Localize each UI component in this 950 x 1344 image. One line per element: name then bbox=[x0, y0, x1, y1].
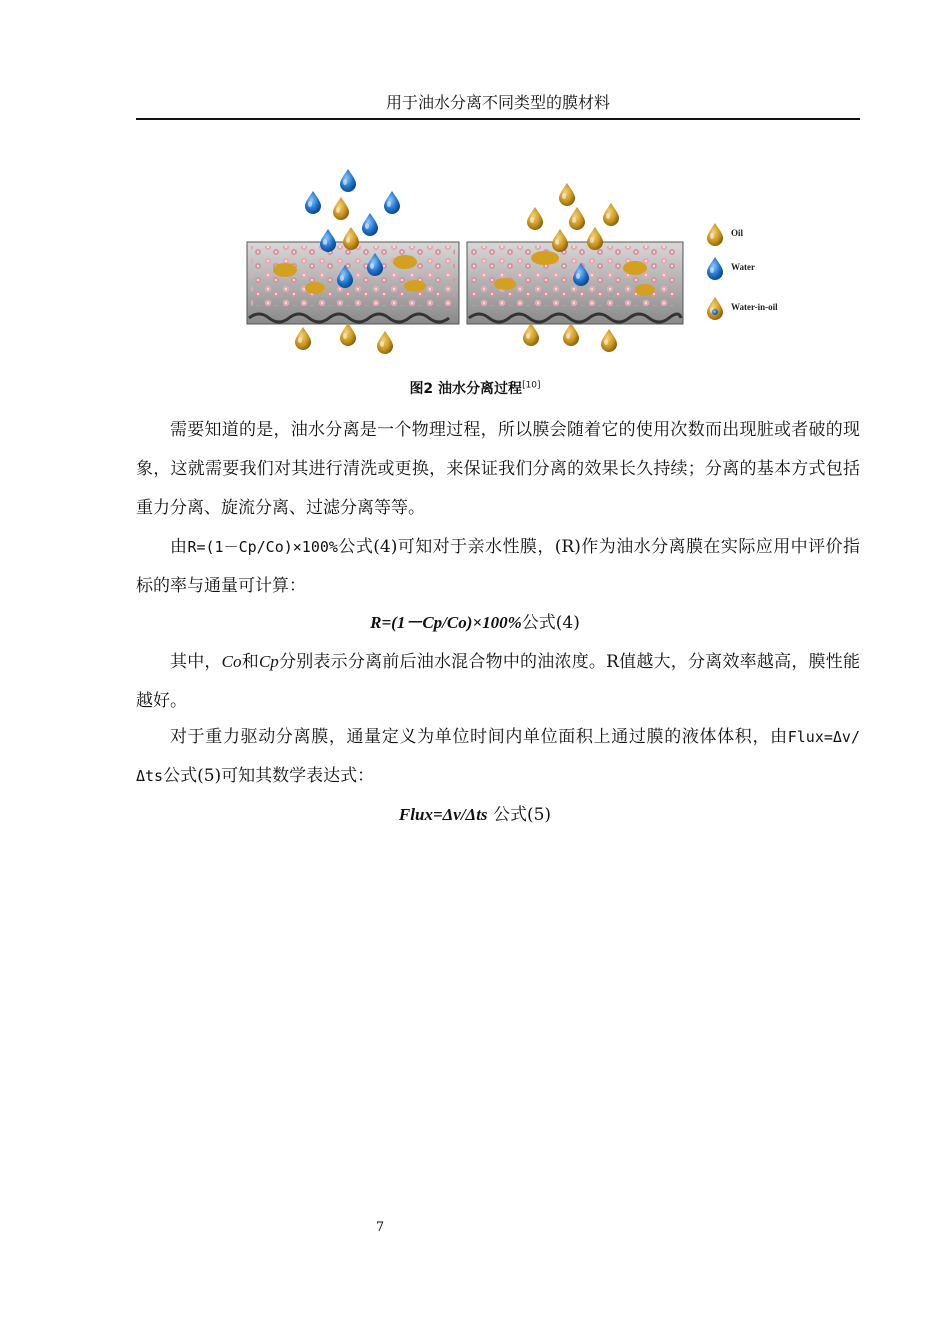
inline-formula-r: R=(1－Cp/Co)×100% bbox=[187, 538, 338, 556]
figure-caption bbox=[0, 378, 950, 398]
symbol-cp: Cp bbox=[258, 652, 279, 671]
figure-illustration bbox=[245, 158, 805, 358]
legend-water-label: Water bbox=[731, 262, 755, 272]
formula-5 bbox=[0, 795, 950, 835]
paragraph-2-lead: 由 bbox=[170, 537, 188, 557]
caption-text: 图2 油水分离过程 bbox=[409, 381, 523, 397]
paragraph-3-conj: 和 bbox=[241, 652, 259, 672]
page-number: 7 bbox=[375, 1220, 385, 1235]
paragraph-4-lead: 对于重力驱动分离膜，通量定义为单位时间内单位面积上通过膜的液体体积，由 bbox=[170, 727, 788, 747]
paragraph-1: 需要知道的是，油水分离是一个物理过程，所以膜会随着它的使用次数而出现脏或者破的现象，这就需要我们对其进行清洗或更换，来保证我们分离的效果长久持续；分离的基本方式包括重力分离、旋流分离、过滤分离等等。 bbox=[136, 420, 860, 518]
left-drops-below bbox=[295, 323, 393, 354]
left-membrane bbox=[247, 242, 459, 324]
paragraph-2 bbox=[136, 528, 860, 606]
formula-4-equation: R=(1－Cp/Co)×100% bbox=[370, 613, 522, 632]
paragraph-3 bbox=[136, 642, 860, 721]
water-in-oil-drop-icon bbox=[707, 297, 723, 320]
figure-legend bbox=[707, 223, 778, 320]
legend-water-in-oil-label: Water-in-oil bbox=[731, 302, 778, 312]
formula-5-tag: 公式(5) bbox=[492, 805, 552, 825]
oil-drop-icon bbox=[707, 223, 723, 246]
inline-formula-flux: Flux=Δv/Δts bbox=[136, 728, 860, 785]
formula-4-tag: 公式(4) bbox=[521, 613, 580, 633]
formula-4 bbox=[0, 603, 950, 643]
oil-water-separation-figure bbox=[245, 158, 805, 358]
legend-oil-label: Oil bbox=[731, 228, 744, 238]
caption-reference: [10] bbox=[522, 380, 541, 391]
right-drops-below bbox=[523, 323, 617, 352]
page-header: 用于油水分离不同类型的膜材料 bbox=[136, 92, 860, 120]
water-drop-icon bbox=[707, 257, 723, 280]
symbol-co: Co bbox=[221, 652, 242, 671]
paragraph-3-text: 分别表示分离前后油水混合物中的油浓度。R值越大，分离效率越高，膜性能越好。 bbox=[136, 652, 860, 711]
paragraph-3-lead: 其中， bbox=[170, 652, 222, 672]
paragraph-2-text: 公式(4)可知对于亲水性膜，(R)作为油水分离膜在实际应用中评价指标的率与通量可计算： bbox=[136, 537, 860, 596]
paragraph-4 bbox=[136, 718, 860, 796]
formula-5-equation: Flux=Δv/Δts bbox=[398, 805, 488, 824]
paragraph-4-text: 公式(5)可知其数学表达式： bbox=[163, 766, 375, 786]
